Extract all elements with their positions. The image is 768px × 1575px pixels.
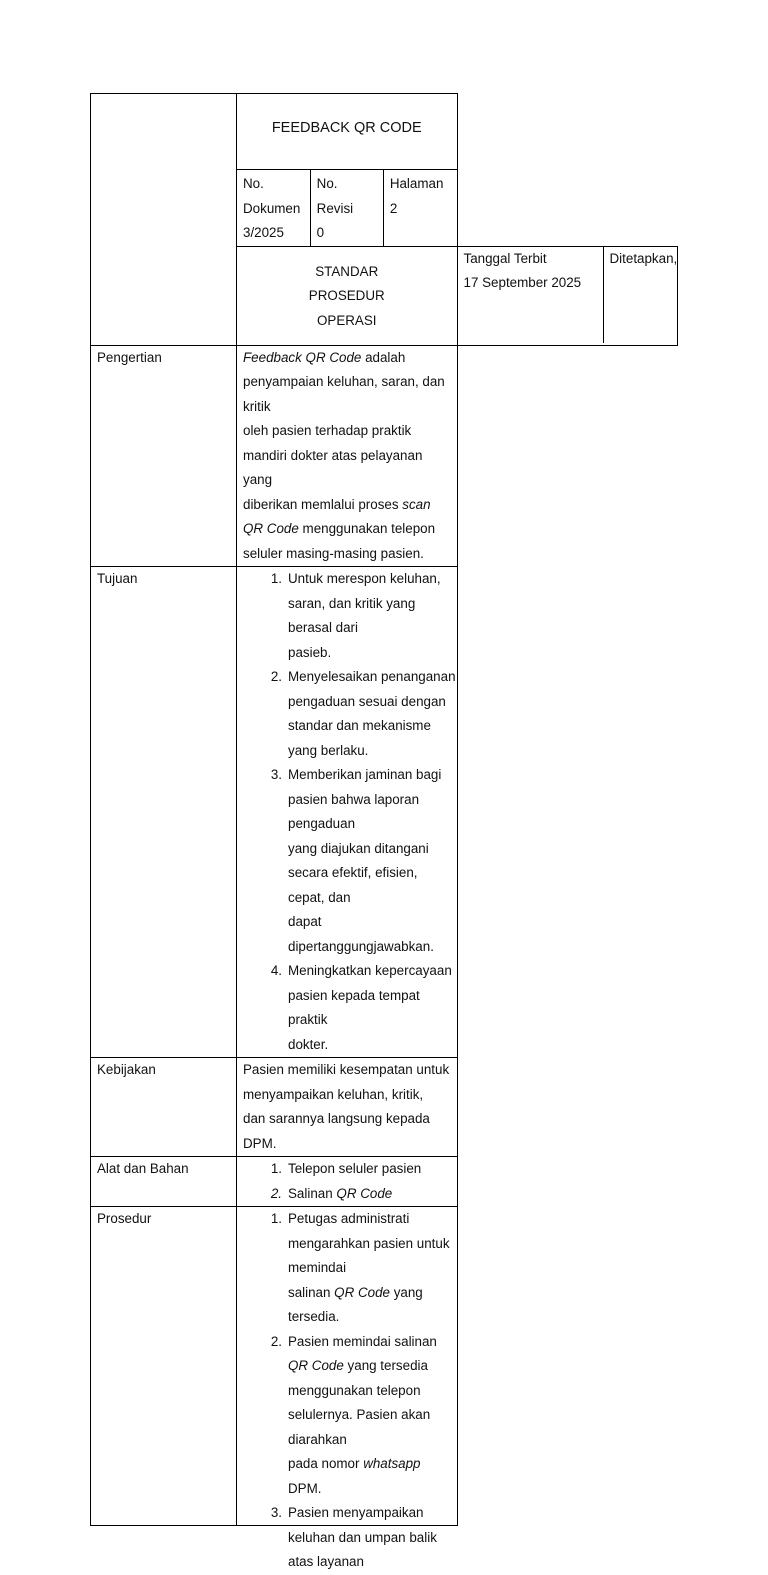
list-item: 1. Untuk merespon keluhan, saran, dan kritik yang berasal dari pasieb.: [270, 571, 441, 660]
kebijakan-label: Kebijakan: [91, 1058, 237, 1157]
revision-value: 0: [316, 225, 325, 240]
doc-number-value: 3/2025: [243, 225, 284, 240]
logo-cell: [91, 94, 237, 346]
issue-date-value: 17 September 2025: [463, 275, 582, 290]
kebijakan-text: Pasien memiliki kesempatan untuk menyampaikan keluhan, kritik, dan sarannya langsung kepada DPM.: [237, 1058, 458, 1157]
prosedur-label: Prosedur: [91, 1207, 237, 1526]
alat-bahan-label: Alat dan Bahan: [91, 1157, 237, 1207]
list-item: 2. Pasien memindai salinan QR Code yang tersedia menggunakan telepon selulernya. Pasien akan diarahkan pada nomor whatsapp DPM.: [270, 1333, 437, 1496]
page-value: 2: [389, 200, 398, 216]
sop-heading: STANDAR PROSEDUR OPERASI: [237, 246, 458, 345]
list-item: 3. Memberikan jaminan bagi pasien bahwa laporan pengaduan yang diajukan ditangani secara efektif, efisien, cepat, dan dapat dipertanggungjawabkan.: [270, 767, 442, 954]
page-label: Halaman: [389, 176, 444, 191]
tujuan-list: [237, 567, 457, 1057]
sop-table: [90, 93, 678, 1569]
prosedur-list: [237, 1207, 457, 1569]
tujuan-label: Tujuan: [91, 567, 237, 1058]
document-info-table: [237, 170, 457, 246]
row-alat-bahan: [91, 1157, 678, 1207]
row-pengertian: [91, 345, 678, 567]
list-item: 1. Telepon seluler pasien: [270, 1161, 422, 1176]
list-item: 2. Salinan QR Code: [270, 1185, 393, 1201]
list-item: 2. Menyelesaikan penanganan pengaduan sesuai dengan standar dan mekanisme yang berlaku.: [270, 669, 456, 758]
list-item: 1. Petugas administrati mengarahkan pasien untuk memindai salinan QR Code yang tersedia.: [270, 1211, 450, 1324]
row-prosedur: [91, 1207, 678, 1526]
revision-label: No. Revisi: [316, 176, 354, 216]
document-title: FEEDBACK QR CODE: [271, 119, 422, 136]
approved-label: Ditetapkan,: [609, 250, 678, 266]
doc-number-label: No. Dokumen: [243, 176, 301, 216]
row-kebijakan: [91, 1058, 678, 1157]
list-item: 3. Pasien menyampaikan keluhan dan umpan balik atas layanan: [270, 1505, 437, 1569]
pengertian-text: Feedback QR Code adalah penyampaian keluhan, saran, dan kritik oleh pasien terhadap praktik mandiri dokter atas pelayanan yang diberikan memlalui proses scan QR Code menggunakan telepon seluler masing-masing pasien.: [237, 345, 458, 567]
row-tujuan: [91, 567, 678, 1058]
list-item: 4. Meningkatkan kepercayaan pasien kepada tempat praktik dokter.: [270, 963, 452, 1052]
pengertian-label: Pengertian: [91, 345, 237, 567]
sop-document: [90, 93, 678, 1569]
alat-bahan-list: [237, 1157, 457, 1206]
issue-date-label: Tanggal Terbit: [463, 250, 547, 266]
